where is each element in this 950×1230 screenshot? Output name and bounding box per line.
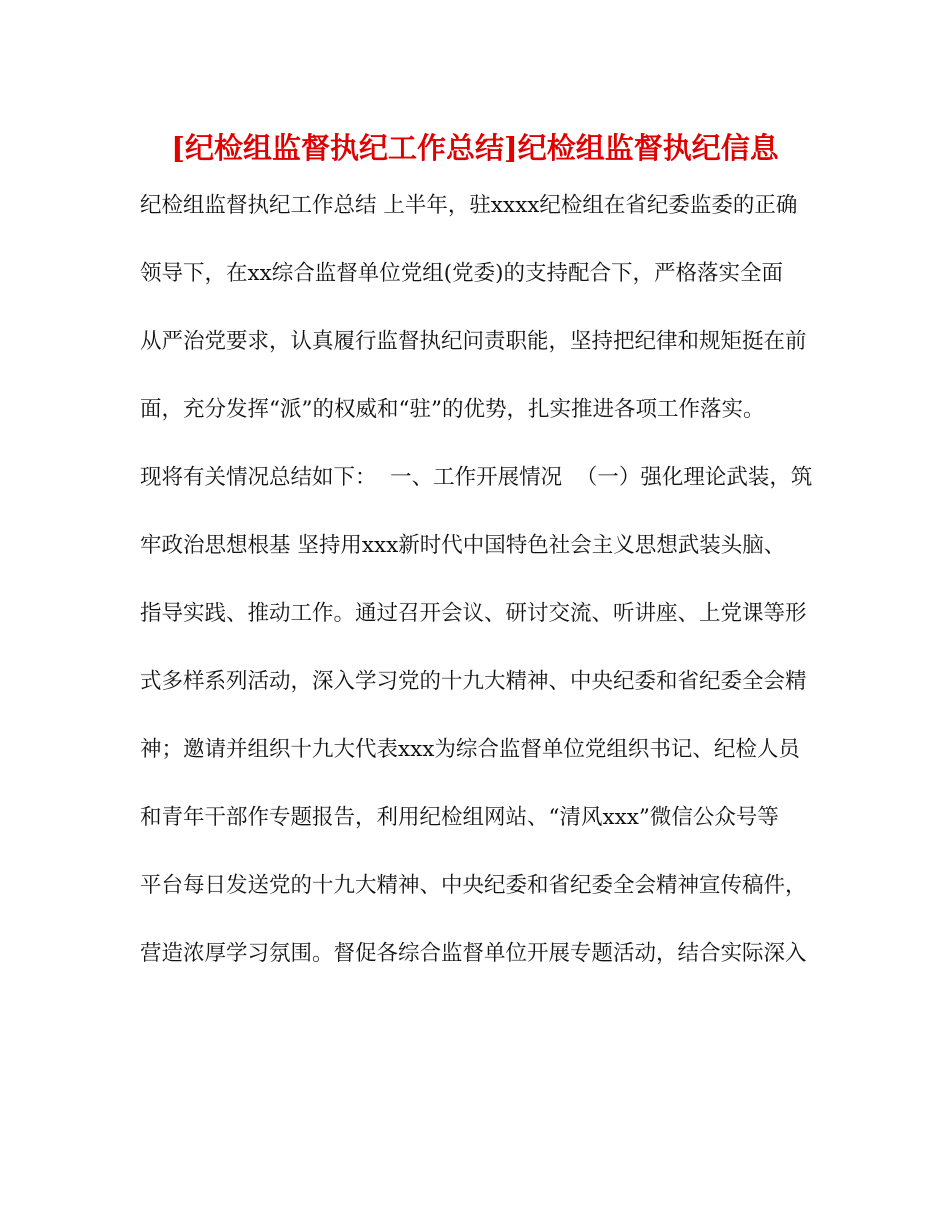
body-line: 面，充分发挥“派”的权威和“驻”的优势，扎实推进各项工作落实。 [140, 397, 765, 422]
body-line: 和青年干部作专题报告，利用纪检组网站、“清风xxx”微信公众号等 [140, 805, 779, 830]
body-line: 现将有关情况总结如下： 一、工作开展情况 （一）强化理论武装，筑 [140, 465, 813, 490]
body-line: 式多样系列活动，深入学习党的十九大精神、中央纪委和省纪委全会精 [140, 669, 807, 694]
body-line: 牢政治思想根基 坚持用xxx新时代中国特色社会主义思想武装头脑、 [140, 533, 786, 558]
document-body [140, 188, 820, 1004]
body-line: 指导实践、推动工作。通过召开会议、研讨交流、听讲座、上党课等形 [140, 601, 807, 626]
body-line: 纪检组监督执纪工作总结 上半年，驻xxxx纪检组在省纪委监委的正确 [140, 193, 798, 218]
body-line: 平台每日发送党的十九大精神、中央纪委和省纪委全会精神宣传稿件， [140, 873, 807, 898]
body-line: 营造浓厚学习氛围。督促各综合监督单位开展专题活动，结合实际深入 [140, 941, 807, 966]
body-line: 从严治党要求，认真履行监督执纪问责职能，坚持把纪律和规矩挺在前 [140, 329, 807, 354]
body-line: 神；邀请并组织十九大代表xxx为综合监督单位党组织书记、纪检人员 [140, 737, 800, 762]
body-line: 领导下，在xx综合监督单位党组(党委)的支持配合下，严格落实全面 [140, 261, 784, 286]
document-title: [纪检组监督执纪工作总结]纪检组监督执纪信息 [171, 131, 779, 165]
